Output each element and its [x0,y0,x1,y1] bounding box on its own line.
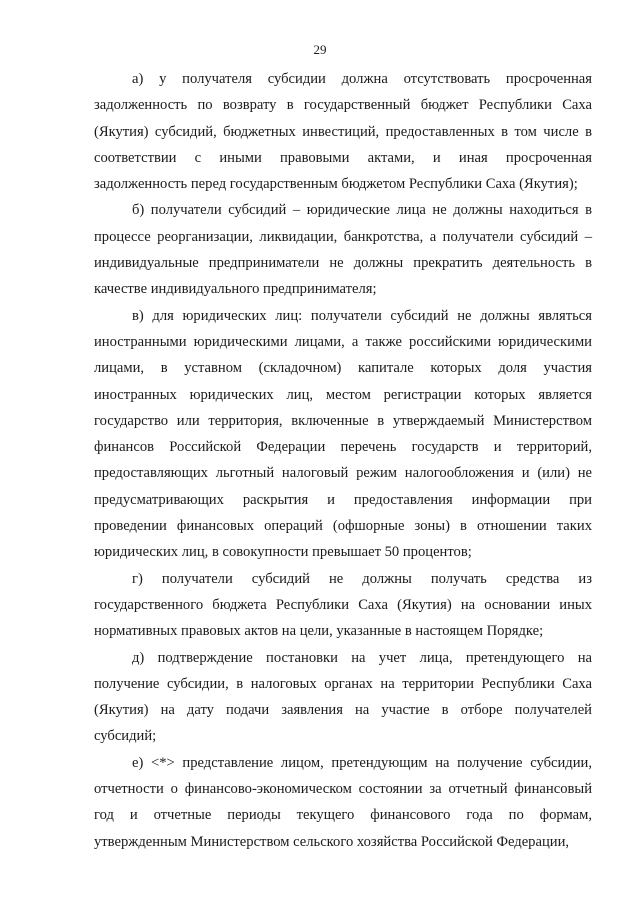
paragraph-a [94,66,592,197]
text-line: е) <*> представление лицом, претендующим на получение субсидии, [132,754,592,771]
text-line: б) получатели субсидий – юридические лица не должны находиться в [132,202,592,219]
paragraph-v [94,303,592,566]
text-line: иностранных юридических лиц, местом регистрации которых является [94,386,592,403]
text-line: (Якутия) субсидий, бюджетных инвестиций, предоставленных в том числе в [94,123,592,140]
text-line: отчетности о финансово-экономическом состоянии за отчетный финансовый [94,781,592,798]
text-line: процессе реорганизации, ликвидации, банкротства, а получатели субсидий – [94,228,592,245]
text-line: государственного бюджета Республики Саха (Якутия) на основании иных [94,596,592,613]
document-body [94,66,592,855]
text-line: предоставляющих льготный налоговый режим налогообложения и (или) не [94,465,592,482]
text-line: проведении финансовых операций (офшорные зоны) в отношении таких [94,518,592,535]
page-number: 29 [313,42,327,57]
text-line: задолженность перед государственным бюджетом Республики Саха (Якутия); [94,176,578,193]
text-line: иностранными юридическими лицами, а также российскими юридическими [94,333,592,350]
paragraph-b [94,197,592,302]
text-line: (Якутия) на дату подачи заявления на участие в отборе получателей [94,702,592,719]
text-line: юридических лиц, в совокупности превышает 50 процентов; [94,544,472,561]
text-line: получение субсидии, в налоговых органах на территории Республики Саха [94,675,592,692]
text-line: предусматривающих раскрытия и предоставления информации при [94,491,592,508]
text-line: г) получатели субсидий не должны получать средства из [132,570,592,587]
text-line: государство или территория, включенные в утверждаемый Министерством [94,412,592,429]
text-line: утвержденным Министерством сельского хозяйства Российской Федерации, [94,833,570,850]
paragraph-e [94,750,592,855]
text-line: субсидий; [94,728,157,745]
text-line: задолженность по возврату в государственный бюджет Республики Саха [94,97,592,114]
text-line: качестве индивидуального предпринимателя; [94,281,377,298]
text-line: а) у получателя субсидии должна отсутствовать просроченная [132,71,592,87]
text-line: лицами, в уставном (складочном) капитале которых доля участия [94,360,592,377]
text-line: год и отчетные периоды текущего финансового года по формам, [94,807,592,824]
paragraph-g [94,566,592,645]
paragraph-d [94,645,592,750]
text-line: финансов Российской Федерации перечень государств и территорий, [94,439,592,456]
text-line: индивидуальные предприниматели не должны прекратить деятельность в [94,255,592,272]
text-line: нормативных правовых актов на цели, указанные в настоящем Порядке; [94,623,544,640]
text-line: в) для юридических лиц: получатели субсидий не должны являться [132,307,592,324]
text-line: д) подтверждение постановки на учет лица, претендующего на [132,649,592,666]
text-line: соответствии с иными правовыми актами, и иная просроченная [94,149,592,166]
